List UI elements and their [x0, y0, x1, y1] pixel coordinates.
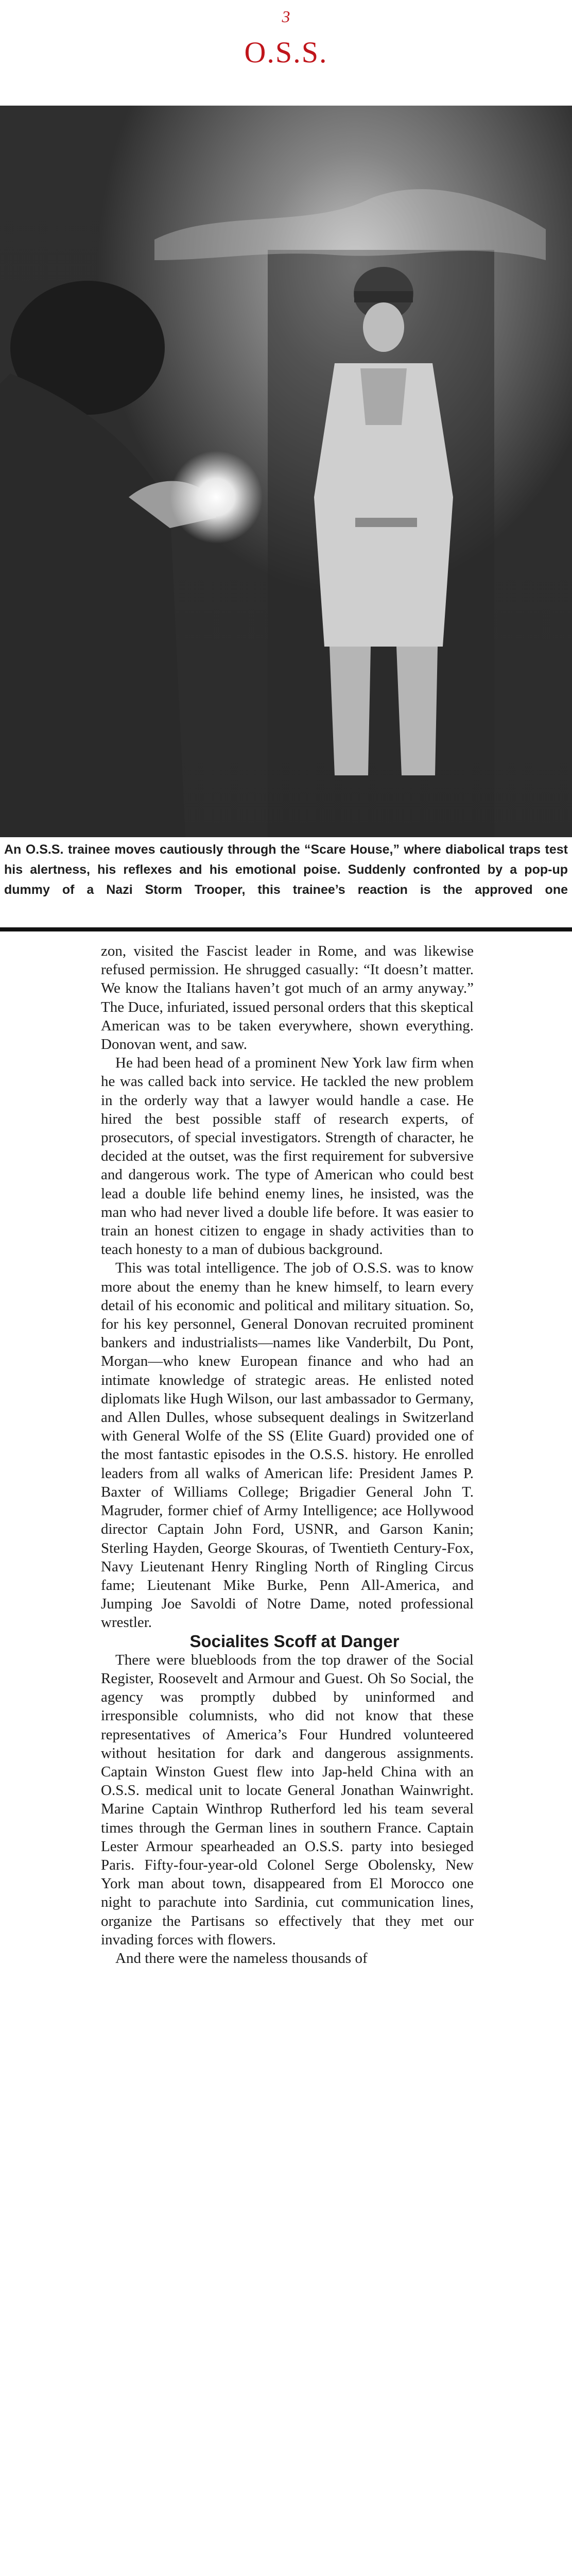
- article-paragraph: And there were the nameless thousands of: [115, 1950, 368, 1967]
- divider-rule: [0, 927, 572, 931]
- article-paragraph: He had been head of a prominent New York law firm when he was called back into service. He tackled the new problem in the orderly way that a lawyer would handle a case. He hired the best possible staff of research experts, of prosecutors, of special investigators. Strength of character, he decided at the outset, was the first requirement for subversive and dangerous work. The type of American who could best lead a double life behind enemy lines, he insisted, was the man who had never lived a double life before. It was easier to train an honest citizen to engage in shady activities than to teach honesty to a man of dubious background.: [101, 1055, 474, 1258]
- scare-house-photo: [0, 106, 572, 837]
- page-number: 3: [282, 7, 290, 26]
- photo-caption: An O.S.S. trainee moves cautiously through the “Scare House,” where diabolical traps test his alertness, his reflexes and his emotional poise. Suddenly confronted by a pop-up dummy of a Nazi Storm Trooper, this trainee’s reaction is the approved one: [4, 842, 568, 897]
- section-subhead: Socialites Scoff at Danger: [189, 1631, 400, 1651]
- article-paragraph: zon, visited the Fascist leader in Rome, and was likewise refused permission. He shrugged casually: “It doesn’t matter. We know the Italians haven’t got much of an army anyway.” The Duce, infuriated, issued personal orders that this skeptical American was to be taken everywhere, shown everything. Donovan went, and saw.: [101, 943, 474, 1053]
- article-paragraph: This was total intelligence. The job of O.S.S. was to know more about the enemy than he knew himself, to learn every detail of his economic and political and military situation. So, for his key personnel, General Donovan recruited prominent bankers and industrialists—names like Vanderbilt, Du Pont, Morgan—who knew European finance and who had an intimate knowledge of strategic areas. He enlisted noted diplomats like Hugh Wilson, our last ambassador to Germany, and Allen Dulles, whose subsequent dealings in Switzerland with General Wolfe of the SS (Elite Guard) provided one of the most fantastic episodes in the O.S.S. history. He enrolled leaders from all walks of American life: President James P. Baxter of Williams College; Brigadier General John T. Magruder, former chief of Army Intelligence; ace Hollywood director Captain John Ford, USNR, and Garson Kanin; Sterling Hayden, George Skouras, of Twentieth Century-Fox, Navy Lieutenant Henry Ringling North of Ringling Circus fame; Lieutenant Mike Burke, Penn All-America, and Jumping Joe Savoldi of Notre Dame, noted professional wrestler.: [101, 1260, 474, 1631]
- article-paragraph: There were bluebloods from the top drawer of the Social Register, Roosevelt and Armour and Guest. Oh So Social, the agency was promptly dubbed by uninformed and irresponsible columnists, who did not know that these representatives of America’s Four Hundred volunteered without hesitation for dark and dangerous assignments. Captain Winston Guest flew into Jap-held China with an O.S.S. medical unit to locate General Jonathan Wainwright. Marine Captain Winthrop Rutherford led his team several times through the German lines in southern France. Captain Lester Armour spearheaded an O.S.S. party into besieged Paris. Fifty-four-year-old Colonel Serge Obolensky, New York man about town, disappeared from El Morocco one night to parachute into Sardinia, cut communication lines, organize the Partisans so effectively that they met our invading forces with flowers.: [101, 1651, 474, 1948]
- muzzle-flash: [170, 451, 263, 544]
- article-body: [101, 942, 474, 1968]
- page-title: O.S.S.: [244, 36, 328, 69]
